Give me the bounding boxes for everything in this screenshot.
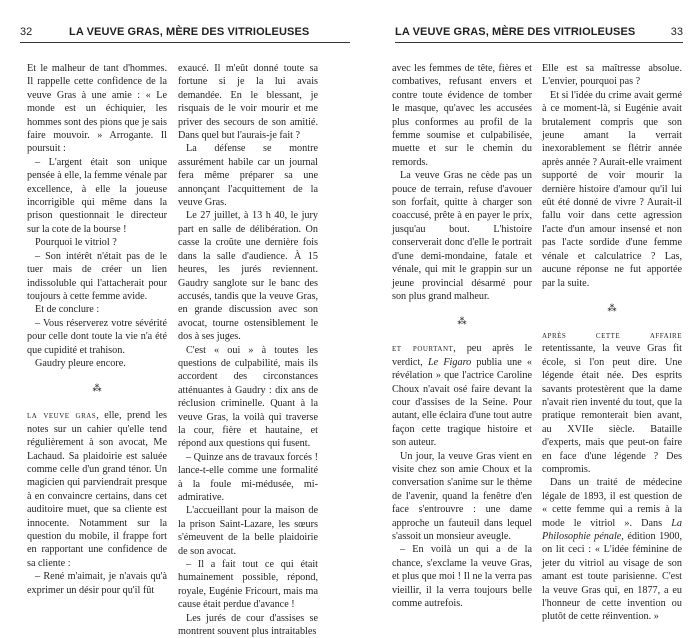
paragraph: Et de conclure : — [35, 304, 100, 316]
paragraph: avec les femmes de tête, fières et combatives, refusant envers et contre toute évidence de tomber le masque, qu'avec les accusées plus conformes au profil de la femme soumise et culpabilisée, muette et sur le chemin du remords. — [392, 63, 532, 168]
paragraph: – Quinze ans de travaux forcés ! lance-t-elle comme une formalité à la foule mi-médusée, mi-admirative. — [178, 451, 318, 503]
text-column-2 — [178, 62, 318, 638]
paragraph: après cette affaire retentissante, la veuve Gras fit école, si l'on peut dire. Une légende était née. Des esprits savants protestèrent que la dame n'avait rien inventé du tout, que la pratique remonterait bien avant, au XVIIe siècle. Bataille d'experts, mais que peut-on faire en face d'une légende ? Des compromis. — [542, 329, 682, 475]
page-header — [20, 26, 350, 44]
paragraph: Les jurés de cour d'assises se montrent souvent plus intraitables — [178, 612, 318, 638]
small-caps-lead: la veuve gras — [27, 410, 97, 422]
header-rule — [20, 42, 350, 43]
small-caps-lead: après cette affaire — [542, 329, 682, 341]
paragraph: – L'argent était son unique pensée à elle, la femme vénale par excellence, à elle la joueuse incorrigible qui même dans la prison questionnait le directeur sur la cote de la bourse ! — [27, 156, 167, 235]
paragraph: La défense se montre assurément habile car un journal fera même préparer sa une annonçant l'acquittement de la veuve Gras. — [178, 143, 318, 209]
italic-title: Le Figaro — [427, 356, 472, 368]
text-column-1 — [27, 62, 167, 597]
paragraph: – Il a fait tout ce qui était humainement possible, répond, royale, Eugénie Fricourt, mais ma cause était perdue d'avance ! — [178, 559, 318, 611]
paragraph: L'accueillant pour la maison de la prison Saint-Lazare, les sœurs s'émeuvent de la belle plaidoirie de son avocat. — [178, 505, 318, 557]
paragraph: – En voilà un qui a de la chance, s'exclame la veuve Gras, et plus que moi ! Il ne la verra pas vieillir, il la verra toujours belle comme autrefois. — [392, 544, 532, 610]
section-break-asterism: ⁂ — [457, 316, 467, 327]
page-number: 32 — [20, 26, 33, 38]
paragraph: La veuve Gras ne cède pas un pouce de terrain, refuse d'avouer son forfait, quitte à charger son coaccusé, prête à en payer le prix, jusqu'au bout. L'histoire conserverait donc d'elle le portrait d'une demi-mondaine, fatale et vénale, qui mit le grappin sur un jeune provincial désarmé pour son plus grand malheur. — [392, 170, 532, 302]
header-rule — [395, 42, 683, 43]
paragraph: – Vous réserverez votre sévérité pour celle dont toute la vie n'a été que cupidité et trahison. — [27, 317, 167, 356]
paragraph: Pourquoi le vitriol ? — [35, 237, 117, 249]
paragraph: – René m'aimait, je n'avais qu'à exprimer un désir pour qu'il fût — [27, 571, 167, 596]
text-column-2 — [542, 62, 682, 624]
italic-title: La Philosophie pénale — [542, 517, 682, 542]
paragraph: Dans un traité de médecine légale de 1893, il est question de « cette femme qui a remis à la mode le vitriol ». Dans La Philosophie pénale, édition 1900, on lit ceci : « L'idée féminine de jeter du vitriol au visage de son amant est toute parisienne. C'est la veuve Gras qui, en 1877, a eu l'honneur de cette invention ou plutôt de cette réinvention. » — [542, 477, 682, 623]
section-break-asterism: ⁂ — [92, 383, 102, 394]
running-title: LA VEUVE GRAS, MÈRE DES VITRIOLEUSES — [69, 26, 310, 38]
running-title: LA VEUVE GRAS, MÈRE DES VITRIOLEUSES — [395, 26, 636, 38]
paragraph: Et le malheur de tant d'hommes. Il rappelle cette confidence de la veuve Gras à une amie : « Le monde est un échiquier, les hommes sont des pions que je sais faire mouvoir. » Arrogante. Il poursuit : — [27, 63, 167, 155]
paragraph: – Son intérêt n'était pas de le tuer mais de créer un lien indissoluble qui l'attacherait pour toujours à cette femme avide. — [27, 250, 167, 302]
page-header — [395, 26, 683, 44]
paragraph: Le 27 juillet, à 13 h 40, le jury part en salle de délibération. On casse la croûte une dernière fois dans la salle d'audience. À 15 heures, les jurés reviennent. Gaudry sanglote sur le banc des accusés, tandis que la veuve Gras, en grande discussion avec son avocat, tourne ostensiblement le dos à ses juges. — [178, 210, 318, 343]
section-break-asterism: ⁂ — [607, 302, 617, 313]
paragraph: C'est « oui » à toutes les questions de culpabilité, mais ils accordent des circonstances atténuantes à Gaudry : dix ans de réclusion criminelle. Quant à la veuve Gras, la voilà qui traverse la cour, fière et hautaine, et répond aux questions qui fusent. — [178, 344, 318, 450]
small-caps-lead: et pourtant — [392, 343, 454, 355]
paragraph: Elle est sa maîtresse absolue. L'envier, pourquoi pas ? — [542, 63, 682, 88]
text-column-1 — [392, 62, 532, 610]
page-number: 33 — [670, 26, 683, 38]
paragraph: Gaudry pleure encore. — [35, 357, 126, 369]
paragraph: Un jour, la veuve Gras vient en visite chez son amie Choux et la conversation s'anime sur le thème de l'avenir, quand la fenêtre d'en face s'entrouvre : une dame approche un fauteuil dans lequel s'assoit un monsieur aveugle. — [392, 450, 532, 542]
paragraph: Et si l'idée du crime avait germé à ce moment-là, si Eugénie avait brutalement compris que son jeune amant la verrait inexorablement se flétrir année après année ? Aurait-elle vraiment supporté de voir mourir la dernière histoire d'amour qu'il lui eût été donné de vivre ? Aurait-il fallu voir dans cette agression l'acte d'un amour insensé et non pas l'acte sordide d'une femme vénale et calculatrice ? Las, aucune réponse ne fut apportée par la suite. — [542, 89, 682, 289]
paragraph: exaucé. Il m'eût donné toute sa fortune si je la lui avais demandée. En le blessant, je risquais de le voir mourir et me priver des secours de son amitié. Dans quel but l'aurais-je fait ? — [178, 63, 318, 142]
right-page — [350, 0, 700, 623]
paragraph: et pourtant, peu après le verdict, Le Figaro publia une « révélation » que l'actrice Caroline Choux n'avait osé faire devant la cour d'assises de la Seine. Pour autant, elle éclaira d'une tout autre façon cette tragique histoire et son auteur. — [392, 343, 532, 449]
paragraph: la veuve gras, elle, prend les notes sur un cahier qu'elle tend régulièrement à son avocat, Me Lachaud. Sa plaidoirie est saluée comme celle d'un grand ténor. Un magicien qui parviendrait presque à en convaincre certains, dans cet auditoire muet, que sa cliente est innocente. Notamment sur la question du mobile, il frappe fort en rapportant une confidence de sa cliente : — [27, 410, 167, 569]
